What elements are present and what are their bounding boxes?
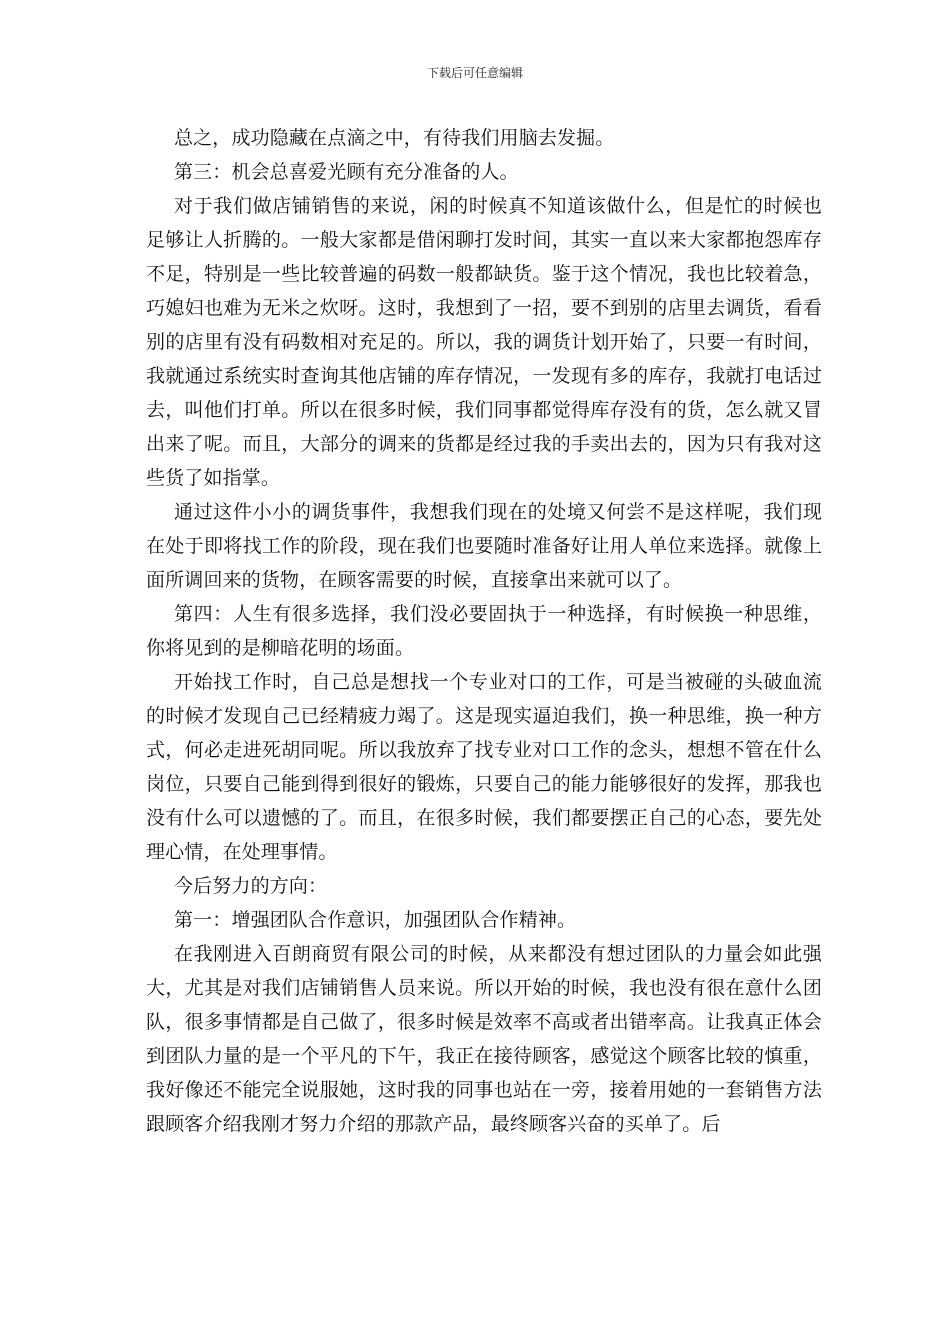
paragraph: 第三：机会总喜爱光顾有充分准备的人。	[174, 161, 519, 183]
paragraph: 开始找工作时，自己总是想找一个专业对口的工作，可是当被碰的头破血流的时候才发现自己已经精疲力竭了。这是现实逼迫我们，换一种思维，换一种方式，何必走进死胡同呢。所以我放弃了找专业对口工作的念头，想想不管在什么岗位，只要自己能到得到很好的锻炼，只要自己的能力能够很好的发挥，那我也没有什么可以遗憾的了。而且，在很多时候，我们都要摆正自己的心态，要先处理心情，在处理事情。	[146, 671, 822, 863]
paragraph: 总之，成功隐藏在点滴之中，有待我们用脑去发掘。	[174, 127, 615, 149]
paragraph: 通过这件小小的调货事件，我想我们现在的处境又何尝不是这样呢，我们现在处于即将找工作的阶段，现在我们也要随时准备好让用人单位来选择。就像上面所调回来的货物，在顾客需要的时候，直接拿出来就可以了。	[146, 501, 822, 591]
document-body	[146, 121, 822, 1141]
paragraph: 第四：人生有很多选择，我们没必要固执于一种选择，有时候换一种思维，你将见到的是柳暗花明的场面。	[146, 603, 822, 659]
section-heading: 今后努力的方向：	[174, 875, 328, 897]
paragraph: 对于我们做店铺销售的来说，闲的时候真不知道该做什么，但是忙的时候也足够让人折腾的。一般大家都是借闲聊打发时间，其实一直以来大家都抱怨库存不足，特别是一些比较普遍的码数一般都缺货。鉴于这个情况，我也比较着急，巧媳妇也难为无米之炊呀。这时，我想到了一招，要不到别的店里去调货，看看别的店里有没有码数相对充足的。所以，我的调货计划开始了，只要一有时间，我就通过系统实时查询其他店铺的库存情况，一发现有多的库存，我就打电话过去，叫他们打单。所以在很多时候，我们同事都觉得库存没有的货，怎么就又冒出来了呢。而且，大部分的调来的货都是经过我的手卖出去的，因为只有我对这些货了如指掌。	[146, 195, 822, 489]
page-header-note: 下载后可任意编辑	[426, 66, 523, 80]
paragraph: 在我刚进入百朗商贸有限公司的时候，从来都没有想过团队的力量会如此强大，尤其是对我们店铺销售人员来说。所以开始的时候，我也没有很在意什么团队，很多事情都是自己做了，很多时候是效率不高或者出错率高。让我真正体会到团队力量的是一个平凡的下午，我正在接待顾客，感觉这个顾客比较的慎重，我好像还不能完全说服她，这时我的同事也站在一旁，接着用她的一套销售方法跟顾客介绍我刚才努力介绍的那款产品，最终顾客兴奋的买单了。后	[146, 943, 822, 1135]
paragraph: 第一：增强团队合作意识，加强团队合作精神。	[174, 909, 577, 931]
